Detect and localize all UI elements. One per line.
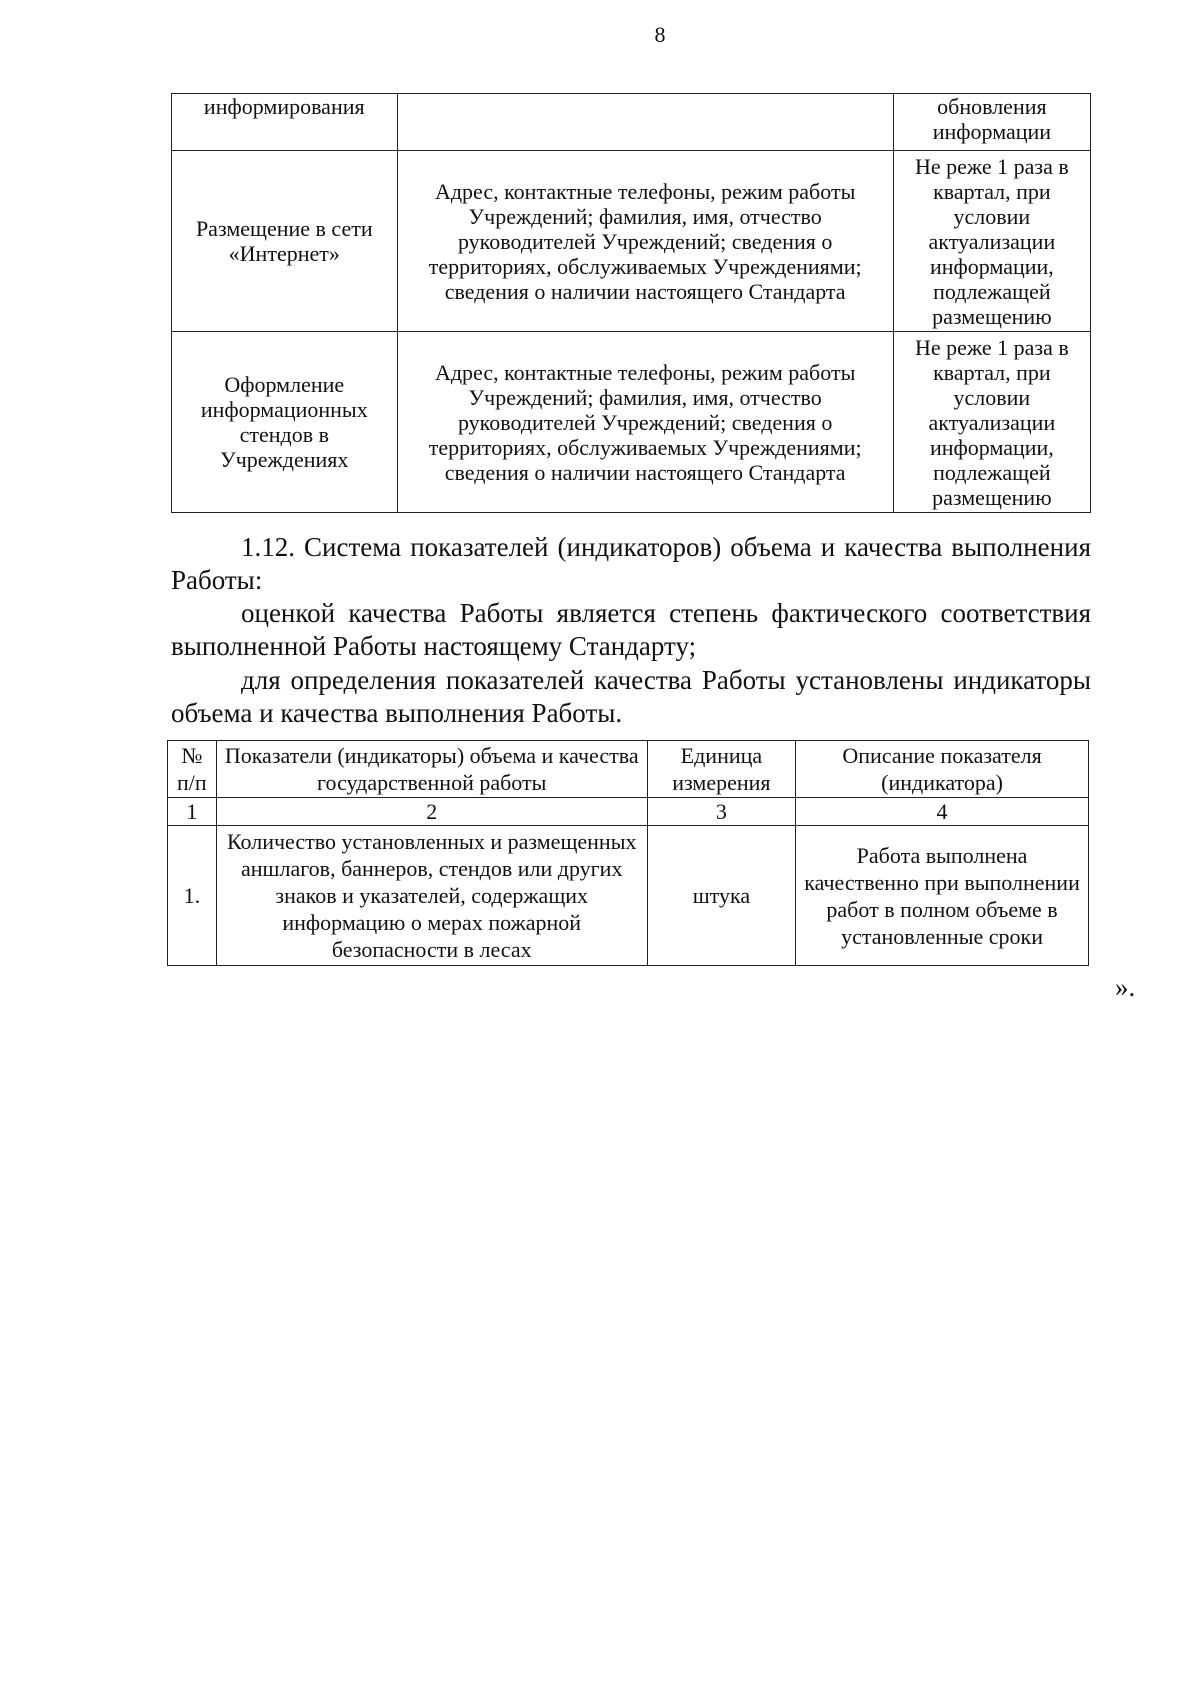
paragraph-line: Работы:	[171, 565, 263, 595]
closing-quote: ».	[1115, 972, 1136, 1002]
column-number: 3	[647, 798, 795, 826]
paragraph-line: 1.12. Система показателей (индикаторов) объема и качества выполнения	[241, 532, 1091, 562]
indicators-table	[167, 740, 1089, 966]
table-row	[172, 332, 1091, 513]
column-number: 2	[216, 798, 647, 826]
table-row	[168, 826, 1089, 966]
column-number: 1	[168, 798, 217, 826]
row-indicator: Количество установленных и размещенных аншлагов, баннеров, стендов или других знаков и указателей, содержащих информацию о мерах пожарной безопасности в лесах	[216, 826, 647, 966]
paragraph-line: оценкой качества Работы является степень фактического соответствия	[241, 598, 1091, 628]
header-description: Описание показателя (индикатора)	[796, 741, 1089, 798]
page-number: 8	[654, 22, 666, 47]
row-description: Работа выполнена качественно при выполнении работ в полном объеме в установленные сроки	[796, 826, 1089, 966]
table-row	[172, 151, 1091, 332]
frequency-cell: обновления информации	[893, 94, 1090, 151]
method-cell: информирования	[172, 94, 398, 151]
header-unit: Единица измерения	[647, 741, 795, 798]
table-row	[172, 94, 1091, 151]
paragraph-1-12	[171, 531, 1091, 597]
content-cell: Адрес, контактные телефоны, режим работы Учреждений; фамилия, имя, отчество руководителей Учреждений; сведения о территориях, обслуживаемых Учреждениями; сведения о наличии настоящего Стандарта	[397, 332, 893, 513]
header-num: № п/п	[168, 741, 217, 798]
paragraph-line: для определения показателей качества Работы установлены индикаторы	[241, 665, 1091, 695]
paragraph-indicators	[171, 664, 1091, 730]
table-header-row	[168, 741, 1089, 798]
frequency-cell: Не реже 1 раза в квартал, при условии актуализации информации, подлежащей размещению	[893, 151, 1090, 332]
method-cell: Размещение в сети «Интернет»	[172, 151, 398, 332]
paragraph-quality-assessment	[171, 597, 1091, 663]
row-num: 1.	[168, 826, 217, 966]
content-cell: Адрес, контактные телефоны, режим работы Учреждений; фамилия, имя, отчество руководителей Учреждений; сведения о территориях, обслуживаемых Учреждениями; сведения о наличии настоящего Стандарта	[397, 151, 893, 332]
info-methods-table	[171, 93, 1091, 513]
frequency-cell: Не реже 1 раза в квартал, при условии актуализации информации, подлежащей размещению	[893, 332, 1090, 513]
paragraph-line: объема и качества выполнения Работы.	[171, 698, 623, 728]
header-indicator: Показатели (индикаторы) объема и качества государственной работы	[216, 741, 647, 798]
column-number: 4	[796, 798, 1089, 826]
column-number-row	[168, 798, 1089, 826]
content-cell	[397, 94, 893, 151]
paragraph-line: выполненной Работы настоящему Стандарту;	[171, 631, 697, 661]
row-unit: штука	[647, 826, 795, 966]
method-cell: Оформление информационных стендов в Учреждениях	[172, 332, 398, 513]
